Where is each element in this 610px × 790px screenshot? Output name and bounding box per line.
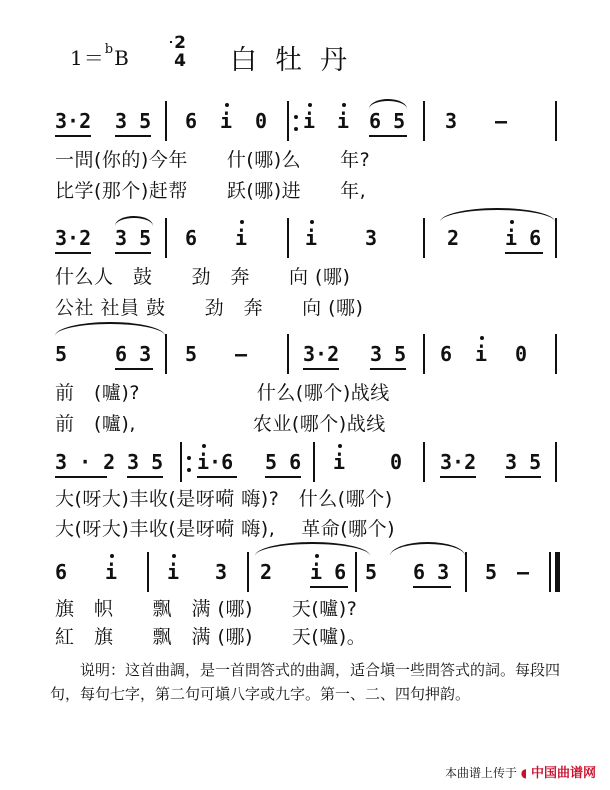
note: 6 3 bbox=[413, 560, 450, 584]
note: 0 bbox=[390, 450, 403, 474]
note: i·6 bbox=[197, 450, 234, 474]
note: 6 5 bbox=[369, 109, 406, 133]
note: 3 5 bbox=[505, 450, 542, 474]
note: 3·2 bbox=[55, 226, 92, 250]
note: 5 bbox=[365, 560, 378, 584]
music-row-5 bbox=[55, 546, 565, 596]
footer-brand[interactable]: 中国曲谱网 bbox=[530, 766, 596, 781]
music-row-4 bbox=[55, 436, 565, 486]
note: — bbox=[517, 560, 530, 584]
lyric-line: 大(呀大)丰收(是呀嗬 嗨)? 什么(哪个) bbox=[55, 488, 393, 510]
lyric-line: 大(呀大)丰收(是呀嗬 嗨), 革命(哪个) bbox=[55, 518, 396, 540]
note: i bbox=[475, 342, 488, 366]
note: 3 5 bbox=[115, 226, 152, 250]
note: 3·2 bbox=[55, 109, 92, 133]
lyric-line: 比学(那个)赶帮 跃(哪)进 年, bbox=[55, 180, 367, 202]
note: 5 bbox=[485, 560, 498, 584]
note: 3·2 bbox=[303, 342, 340, 366]
footer-prefix: 本曲谱上传于 bbox=[444, 766, 517, 780]
note: — bbox=[495, 109, 508, 133]
music-row-3 bbox=[55, 328, 565, 378]
music-row-2 bbox=[55, 212, 565, 262]
note: 3·2 bbox=[440, 450, 477, 474]
note: 0 bbox=[255, 109, 268, 133]
time-signature-bottom: 4 bbox=[174, 51, 186, 71]
music-row-1 bbox=[55, 95, 565, 145]
note: i bbox=[333, 450, 346, 474]
key-signature: 1＝$^b$B bbox=[70, 42, 130, 70]
note: 6 bbox=[185, 226, 198, 250]
note: 0 bbox=[515, 342, 528, 366]
note: i bbox=[105, 560, 118, 584]
lyric-line: 旗 帜 飘 满 (哪) 天(嚧)? bbox=[55, 598, 358, 620]
note: i bbox=[167, 560, 180, 584]
lyric-line: 紅 旗 飘 满 (哪) 天(嚧)。 bbox=[55, 626, 367, 648]
note: 6 bbox=[185, 109, 198, 133]
note: 3 5 bbox=[370, 342, 407, 366]
lyric-line: 前 (嚧)? 什么(哪个)战线 bbox=[55, 382, 390, 404]
note: 6 bbox=[440, 342, 453, 366]
note: 2 bbox=[260, 560, 273, 584]
lyric-line: 一問(你的)今年 什(哪)么 年? bbox=[55, 149, 371, 171]
lyric-line: 前 (嚧), 农业(哪个)战线 bbox=[55, 413, 386, 435]
note: 5 6 bbox=[265, 450, 302, 474]
time-signature bbox=[170, 34, 190, 70]
note: i 6 bbox=[310, 560, 347, 584]
note: i bbox=[303, 109, 316, 133]
note: 5 bbox=[55, 342, 68, 366]
note: — bbox=[235, 342, 248, 366]
note: 3 bbox=[365, 226, 378, 250]
note: 2 bbox=[447, 226, 460, 250]
explanation-text: 说明：这首曲調，是一首問答式的曲調，适合塡一些問答式的詞。每段四句，每句七字，第二句可塡八字或九字。第一、二、四句押韵。 bbox=[50, 661, 561, 703]
footer-credit bbox=[445, 762, 596, 781]
note: 5 bbox=[185, 342, 198, 366]
note: i bbox=[235, 226, 248, 250]
note: i bbox=[305, 226, 318, 250]
time-signature-top: 2 bbox=[174, 33, 186, 53]
song-title: 白牡丹 bbox=[230, 45, 365, 76]
note: 6 3 bbox=[115, 342, 152, 366]
note: 3 5 bbox=[115, 109, 152, 133]
note: 3 5 bbox=[127, 450, 164, 474]
note: 6 bbox=[55, 560, 68, 584]
note: 3 · 2 bbox=[55, 450, 116, 474]
note: i bbox=[337, 109, 350, 133]
note: 3 bbox=[215, 560, 228, 584]
brand-logo-icon: ◖ bbox=[520, 766, 528, 780]
note: i 6 bbox=[505, 226, 542, 250]
note: 3 bbox=[445, 109, 458, 133]
lyric-line: 什么人 鼓 劲 奔 向 (哪) bbox=[55, 266, 351, 288]
lyric-line: 公社 社員 鼓 劲 奔 向 (哪) bbox=[55, 297, 364, 319]
note: i bbox=[220, 109, 233, 133]
